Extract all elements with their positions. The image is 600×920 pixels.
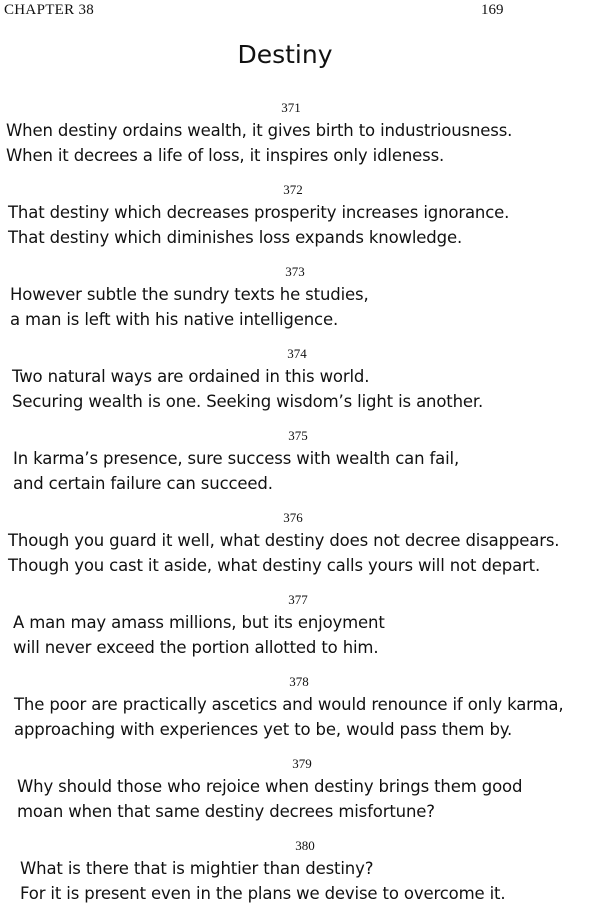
verse-line: will never exceed the portion allotted to him. bbox=[13, 638, 379, 657]
verse-number: 374 bbox=[287, 346, 307, 361]
verse-line: What is there that is mightier than destiny? bbox=[20, 859, 374, 878]
verse-375 bbox=[0, 428, 600, 510]
verse-line: a man is left with his native intelligence. bbox=[10, 310, 339, 329]
verse-376 bbox=[0, 510, 600, 592]
verse-line: moan when that same destiny decrees misfortune? bbox=[17, 802, 435, 821]
verse-line: However subtle the sundry texts he studies, bbox=[10, 285, 369, 304]
verse-line: Though you cast it aside, what destiny calls yours will not depart. bbox=[8, 556, 541, 575]
verse-line: For it is present even in the plans we devise to overcome it. bbox=[20, 884, 506, 903]
verse-number: 380 bbox=[295, 838, 315, 853]
verse-number: 372 bbox=[283, 182, 303, 197]
verse-373 bbox=[0, 264, 600, 346]
verse-378 bbox=[0, 674, 600, 756]
verse-line: When destiny ordains wealth, it gives birth to industriousness. bbox=[6, 121, 513, 140]
verse-line: and certain failure can succeed. bbox=[13, 474, 273, 493]
verse-line: In karma’s presence, sure success with wealth can fail, bbox=[13, 449, 460, 468]
verse-number: 375 bbox=[288, 428, 308, 443]
verse-line: Two natural ways are ordained in this world. bbox=[12, 367, 370, 386]
verse-379 bbox=[0, 756, 600, 838]
verse-line: Securing wealth is one. Seeking wisdom’s light is another. bbox=[12, 392, 484, 411]
page-number: 169 bbox=[481, 2, 504, 18]
verse-number: 373 bbox=[285, 264, 305, 279]
chapter-title: Destiny bbox=[237, 40, 333, 69]
verse-line: approaching with experiences yet to be, would pass them by. bbox=[14, 720, 513, 739]
verse-line: When it decrees a life of loss, it inspires only idleness. bbox=[6, 146, 445, 165]
verse-number: 379 bbox=[292, 756, 312, 771]
verse-377 bbox=[0, 592, 600, 674]
verse-line: Though you guard it well, what destiny does not decree disappears. bbox=[8, 531, 560, 550]
verse-374 bbox=[0, 346, 600, 428]
verse-number: 377 bbox=[288, 592, 308, 607]
verse-line: A man may amass millions, but its enjoyment bbox=[13, 613, 385, 632]
verse-number: 376 bbox=[283, 510, 303, 525]
verse-number: 371 bbox=[281, 100, 301, 115]
verse-line: That destiny which diminishes loss expands knowledge. bbox=[8, 228, 463, 247]
verse-line: That destiny which decreases prosperity increases ignorance. bbox=[8, 203, 510, 222]
verse-line: Why should those who rejoice when destiny brings them good bbox=[17, 777, 523, 796]
verse-380 bbox=[0, 838, 600, 920]
verse-number: 378 bbox=[289, 674, 309, 689]
verse-line: The poor are practically ascetics and would renounce if only karma, bbox=[14, 695, 564, 714]
verse-list bbox=[0, 100, 600, 920]
running-head-chapter: CHAPTER 38 bbox=[4, 2, 95, 18]
verse-372 bbox=[0, 182, 600, 264]
verse-371 bbox=[0, 100, 600, 182]
